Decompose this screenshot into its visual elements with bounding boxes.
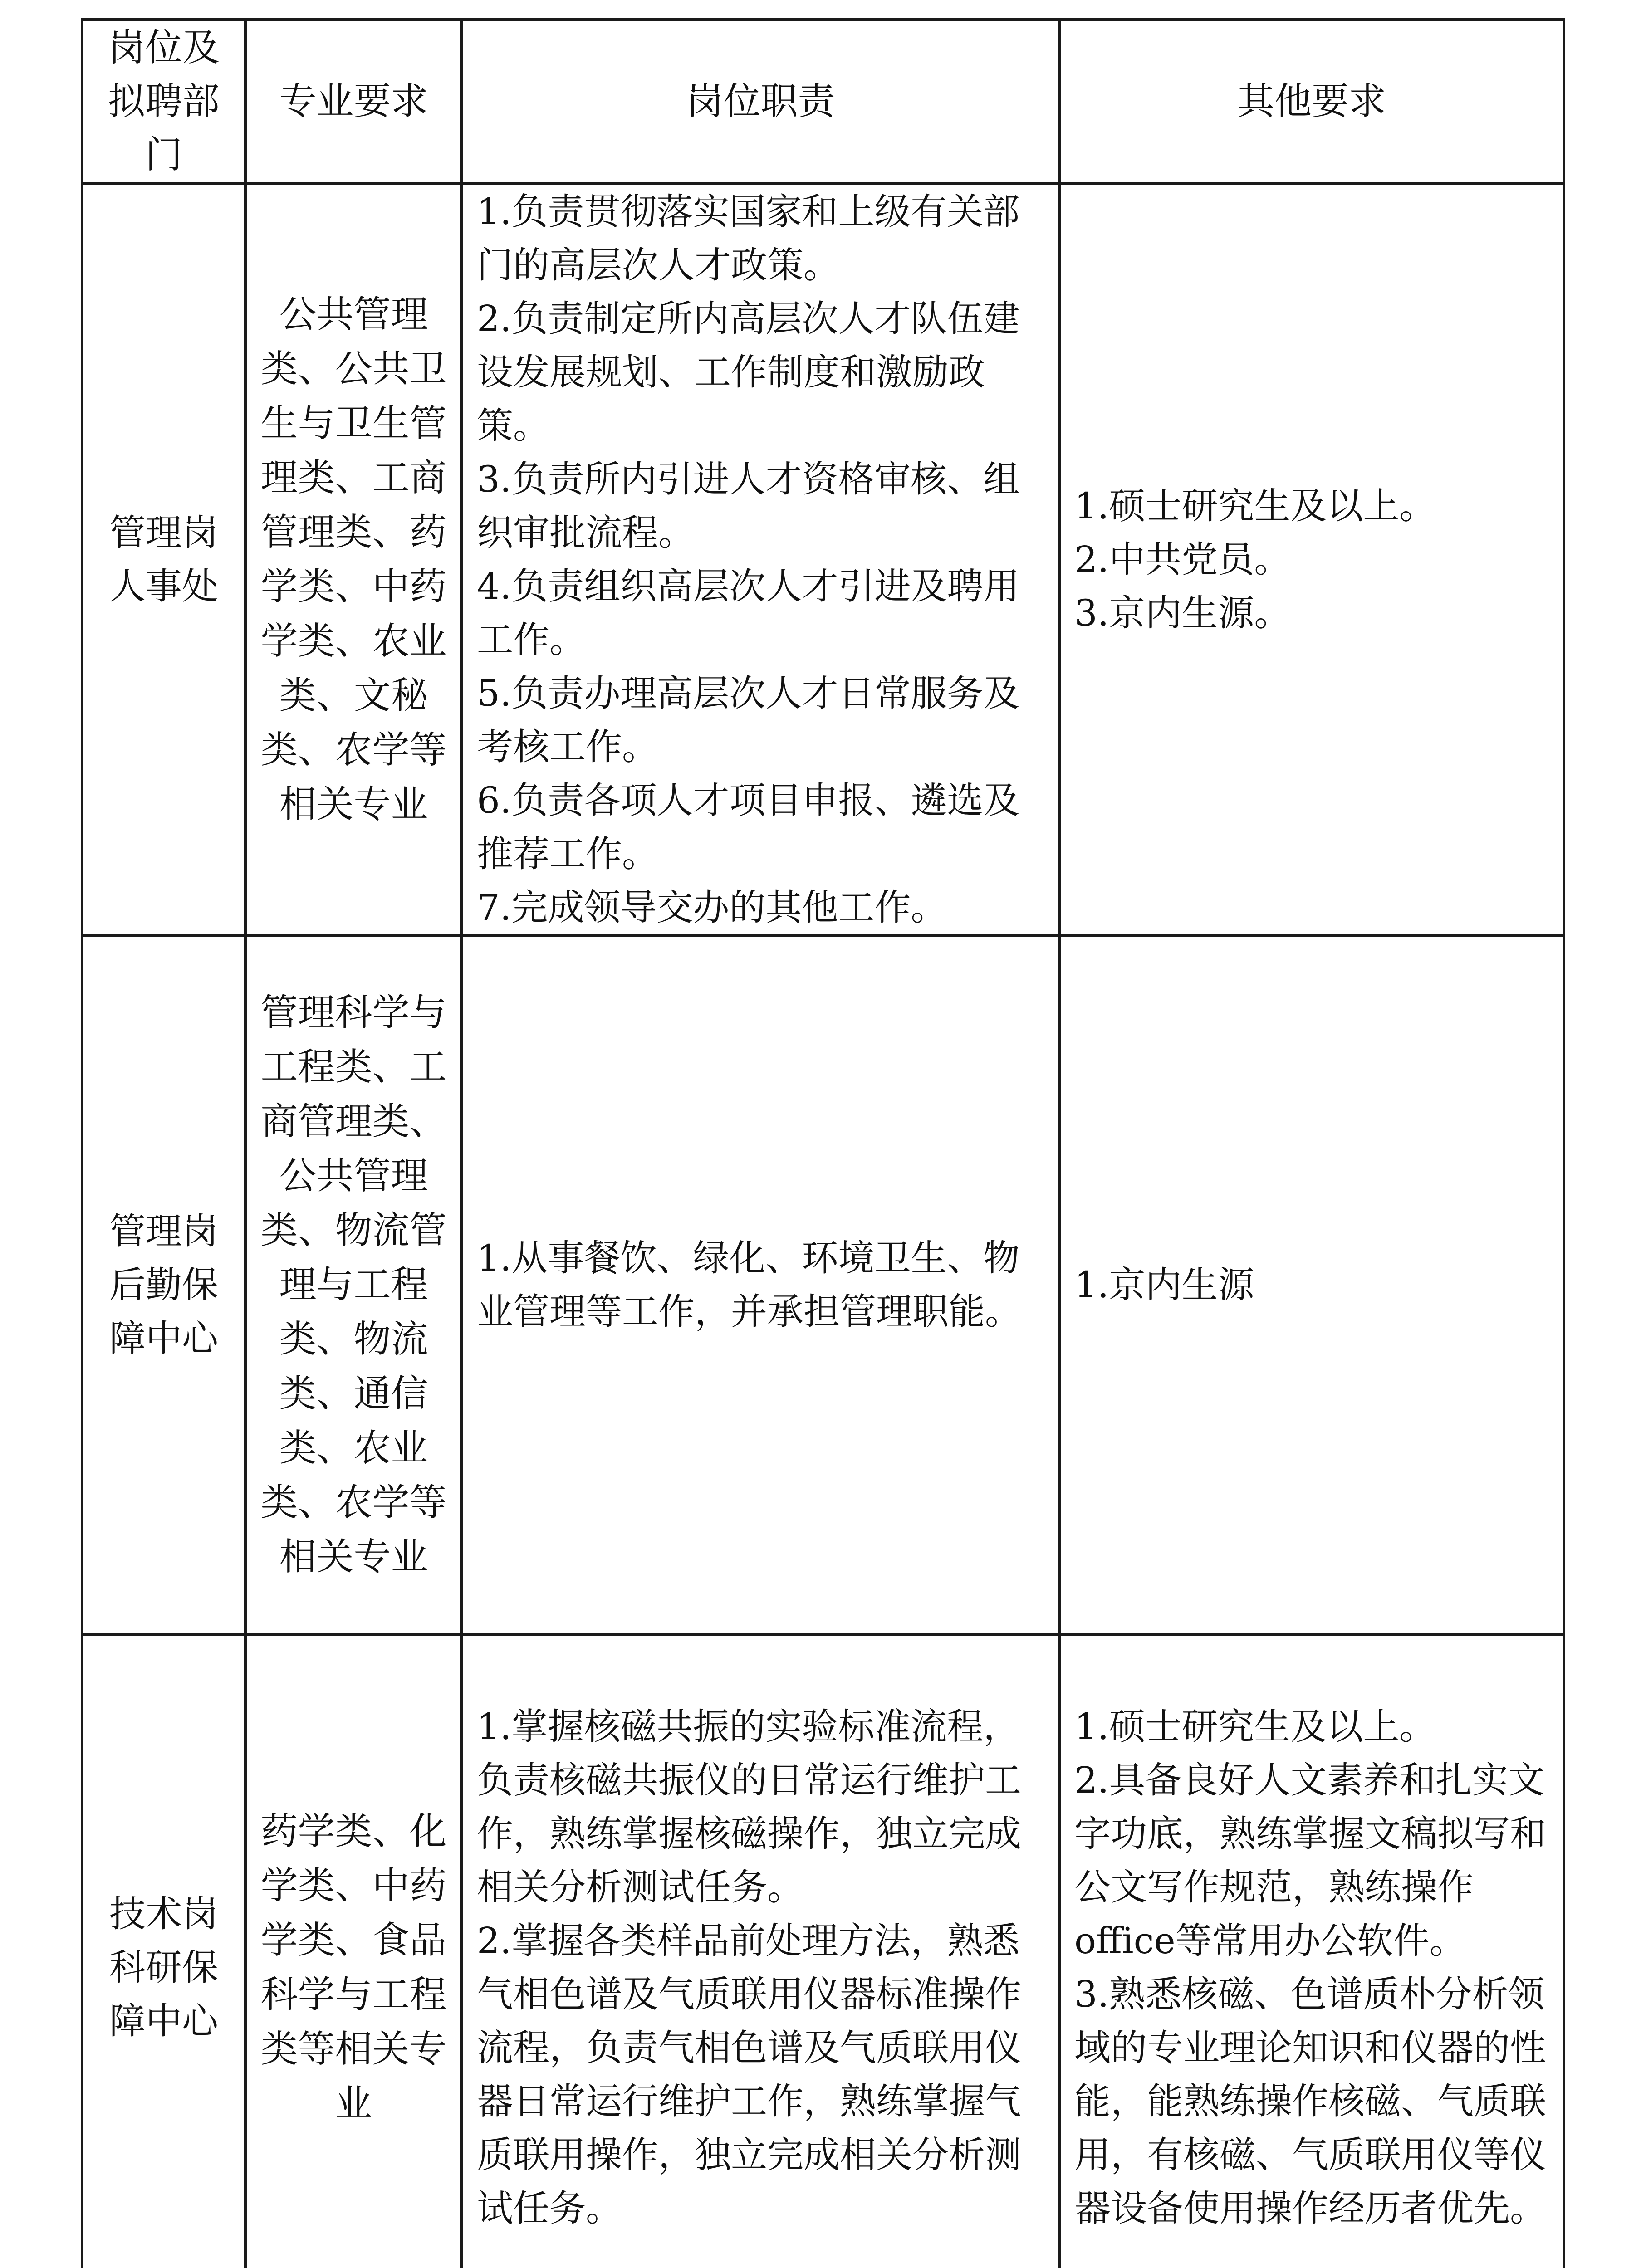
duty-item: 1.从事餐饮、绿化、环境卫生、物业管理等工作，并承担管理职能。 (477, 1237, 1021, 1333)
table-header-row (82, 20, 1564, 184)
table-row (82, 1634, 1564, 2268)
duties-cell (462, 1634, 1059, 2268)
duties-cell (462, 184, 1059, 936)
duty-item: 7.完成领导交办的其他工作。 (477, 886, 947, 929)
header-duties: 岗位职责 (462, 20, 1059, 184)
other-item: 3.熟悉核磁、色谱质朴分析领域的专业理论知识和仪器的性能，能熟练操作核磁、气质联用，有核磁、气质联用仪等仪器设备使用操作经历者优先。 (1074, 1973, 1546, 2229)
header-other: 其他要求 (1059, 20, 1564, 184)
dept-cell: 管理岗人事处 (82, 184, 245, 936)
duty-item: 4.负责组织高层次人才引进及聘用工作。 (477, 565, 1020, 661)
major-cell: 公共管理类、公共卫生与卫生管理类、工商管理类、药学类、中药学类、农业类、文秘类、农学等相关专业 (245, 184, 462, 936)
duty-item: 2.掌握各类样品前处理方法，熟悉气相色谱及气质联用仪器标准操作流程，负责气相色谱及气质联用仪器日常运行维护工作，熟练掌握气质联用操作，独立完成相关分析测试任务。 (477, 1920, 1021, 2229)
table-row (82, 184, 1564, 936)
other-item: 1.京内生源 (1074, 1264, 1254, 1306)
major-cell: 药学类、化学类、中药学类、食品科学与工程类等相关专业 (245, 1634, 462, 2268)
other-item: 1.硕士研究生及以上。 (1074, 1706, 1436, 1748)
other-item: 2.中共党员。 (1074, 538, 1291, 581)
other-item: 3.京内生源。 (1074, 592, 1291, 634)
duty-item: 1.负责贯彻落实国家和上级有关部门的高层次人才政策。 (477, 191, 1020, 286)
table-row (82, 936, 1564, 1634)
duty-item: 2.负责制定所内高层次人才队伍建设发展规划、工作制度和激励政策。 (477, 298, 1020, 447)
duty-item: 1.掌握核磁共振的实验标准流程，负责核磁共振仪的日常运行维护工作，熟练掌握核磁操作，独立完成相关分析测试任务。 (477, 1706, 1021, 1908)
other-cell (1059, 184, 1564, 936)
duty-item: 3.负责所内引进人才资格审核、组织审批流程。 (477, 458, 1020, 554)
other-cell (1059, 936, 1564, 1634)
dept-cell: 技术岗科研保障中心 (82, 1634, 245, 2268)
other-item: 1.硕士研究生及以上。 (1074, 485, 1436, 527)
job-requirements-table (81, 18, 1565, 2268)
other-item: 2.具备良好人文素养和扎实文字功底，熟练掌握文稿拟写和公文写作规范，熟练操作office等常用办公软件。 (1074, 1759, 1546, 1962)
duty-item: 6.负责各项人才项目申报、遴选及推荐工作。 (477, 779, 1020, 875)
header-major: 专业要求 (245, 20, 462, 184)
major-cell: 管理科学与工程类、工商管理类、公共管理类、物流管理与工程类、物流类、通信类、农业类、农学等相关专业 (245, 936, 462, 1634)
header-dept: 岗位及拟聘部门 (82, 20, 245, 184)
duties-cell (462, 936, 1059, 1634)
other-cell (1059, 1634, 1564, 2268)
dept-cell: 管理岗后勤保障中心 (82, 936, 245, 1634)
duty-item: 5.负责办理高层次人才日常服务及考核工作。 (477, 672, 1020, 768)
